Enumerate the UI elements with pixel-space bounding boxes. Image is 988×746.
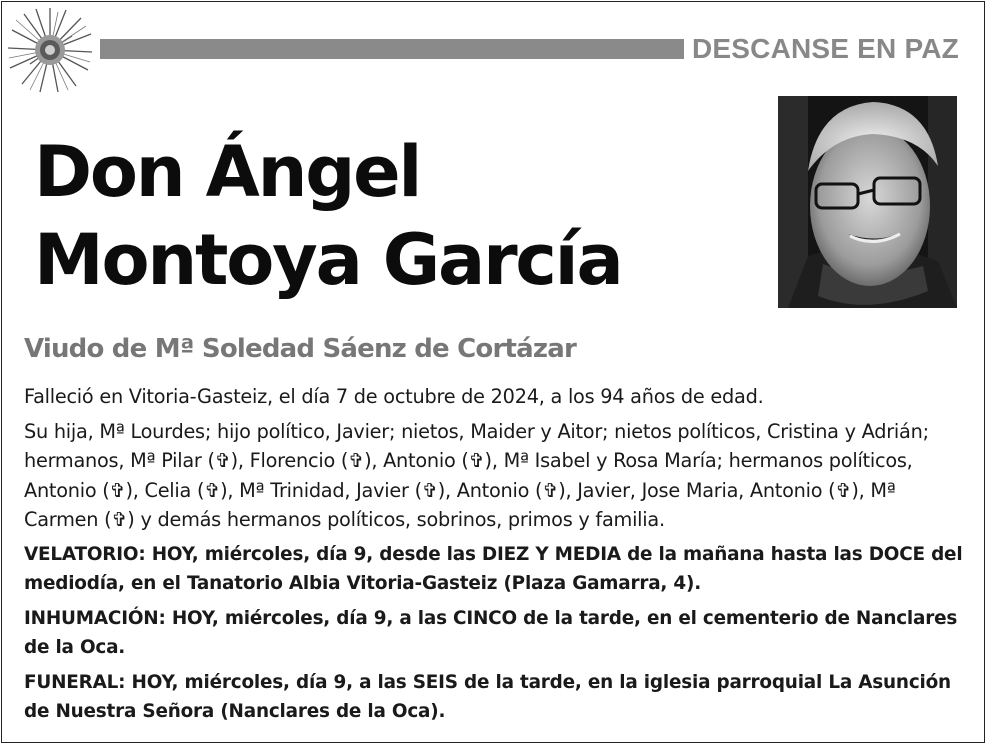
- header-rule: [100, 39, 684, 59]
- death-announcement: Falleció en Vitoria-Gasteiz, el día 7 de octubre de 2024, a los 94 años de edad.: [24, 385, 764, 408]
- deceased-name: [34, 128, 754, 304]
- family-list: Su hija, Mª Lourdes; hijo político, Javier; nietos, Maider y Aitor; nietos políticos, Cristina y Adrián; hermanos, Mª Pilar (✞), Florencio (✞), Antonio (✞), Mª Isabel y Rosa María; hermanos políticos, Antonio (✞), Celia (✞), Mª Trinidad, Javier (✞), Antonio (✞), Javier, Jose Maria, Antonio (✞), Mª Carmen (✞) y demás hermanos políticos, sobrinos, primos y familia.: [24, 419, 929, 531]
- obituary-body: [24, 382, 964, 732]
- deceased-photo: [778, 96, 957, 308]
- burial-details: INHUMACIÓN: HOY, miércoles, día 9, a las CINCO de la tarde, en el cementerio de Nanclares de la Oca.: [24, 607, 958, 658]
- name-line-2: Montoya García: [34, 219, 622, 301]
- name-line-1: Don Ángel: [34, 131, 421, 213]
- portrait-image: [778, 96, 957, 308]
- wake-details: VELATORIO: HOY, miércoles, día 9, desde las DIEZ Y MEDIA de la mañana hasta las DOCE del mediodía, en el Tanatorio Albia Vitoria-Gasteiz (Plaza Gamarra, 4).: [24, 543, 963, 594]
- thistle-flower-icon: [6, 6, 94, 94]
- funeral-details: FUNERAL: HOY, miércoles, día 9, a las SEIS de la tarde, en la iglesia parroquial La Asunción de Nuestra Señora (Nanclares de la Oca).: [24, 671, 951, 722]
- header-title: DESCANSE EN PAZ: [692, 33, 959, 64]
- widow-of-line: Viudo de Mª Soledad Sáenz de Cortázar: [24, 334, 576, 364]
